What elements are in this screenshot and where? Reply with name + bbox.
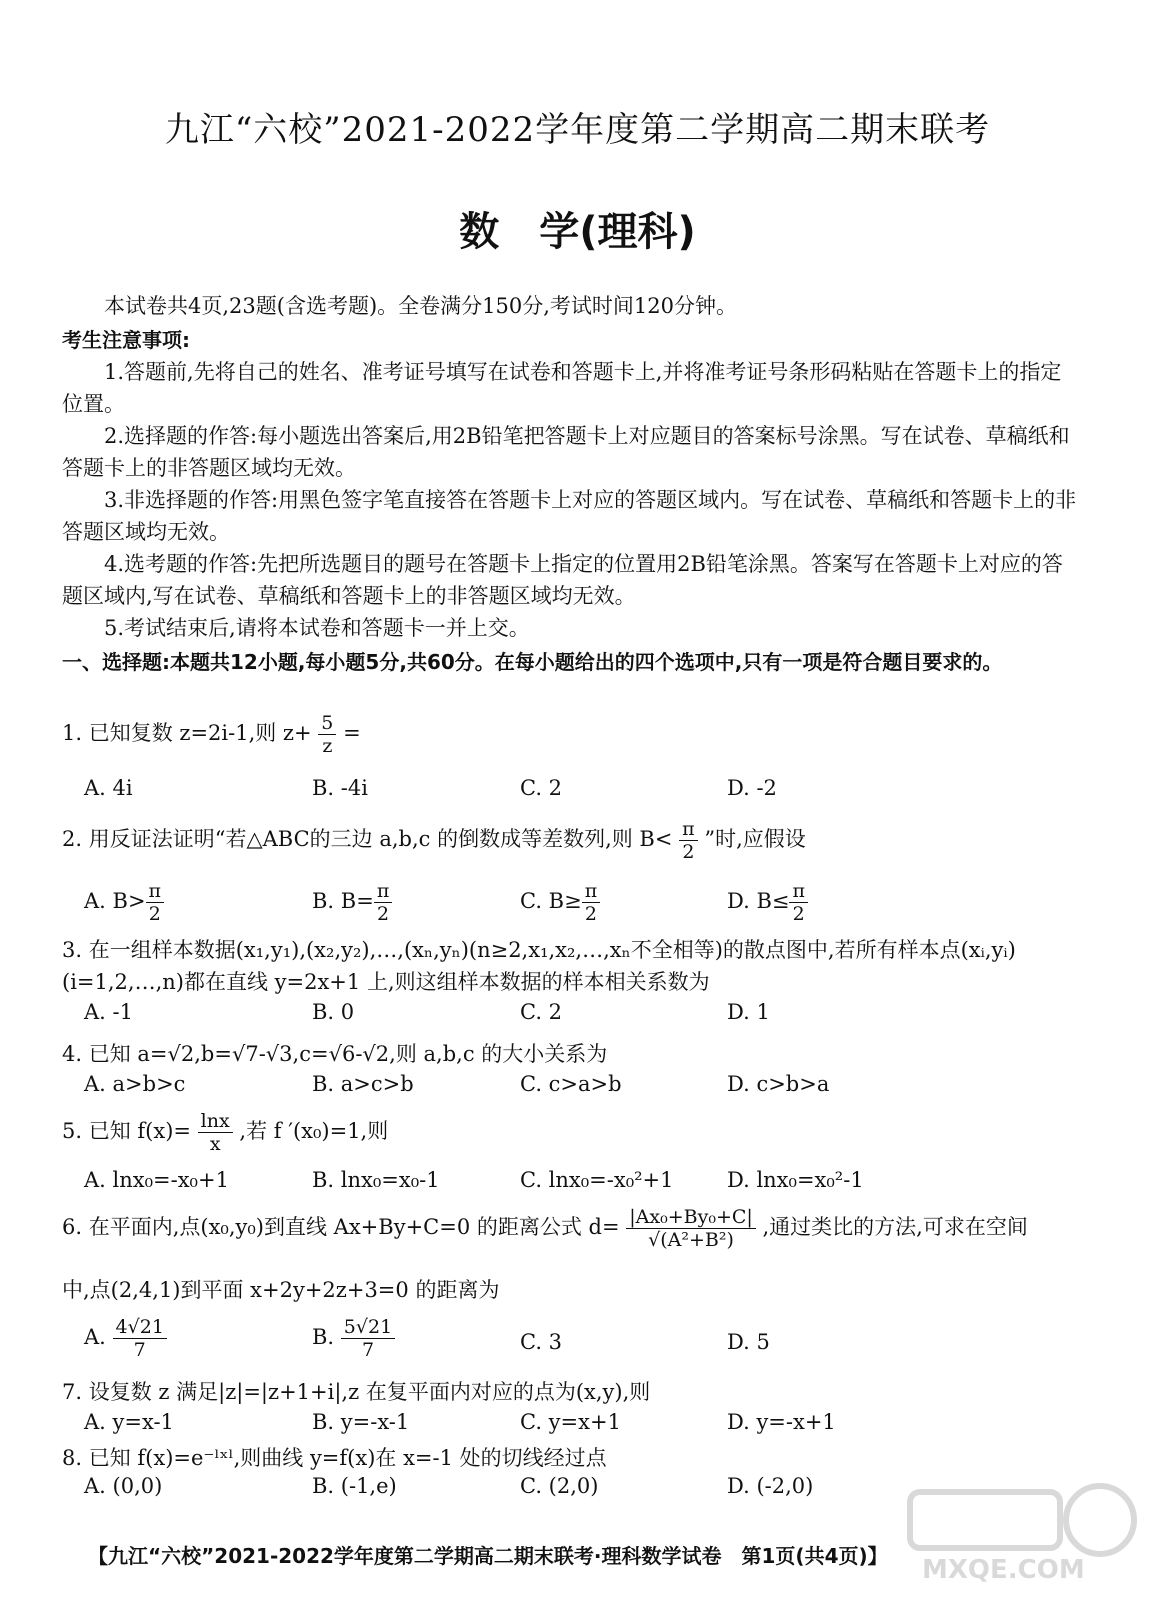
question-8: 8. 已知 f(x)=e⁻ˡˣˡ,则曲线 y=f(x)在 x=-1 处的切线经过点: [62, 1446, 607, 1470]
option-label: A.: [84, 1325, 113, 1349]
option-a: A. y=x-1: [84, 1410, 174, 1434]
fraction-numerator: 4√21: [113, 1316, 167, 1339]
question-6: [62, 1206, 1028, 1251]
option-b: [312, 880, 392, 925]
fraction-numerator: lnx: [198, 1110, 233, 1133]
option-a: A. lnx₀=-x₀+1: [84, 1168, 229, 1192]
fraction-denominator: 2: [377, 903, 390, 925]
option-b: B. -4i: [312, 776, 368, 800]
option-c: C. 2: [520, 1000, 563, 1024]
option-c: C. 3: [520, 1330, 563, 1354]
question-text: 6. 在平面内,点(x₀,y₀)到直线 Ax+By+C=0 的距离公式 d=: [62, 1215, 620, 1239]
option-label: B. B=: [312, 889, 374, 913]
fraction-numerator: π: [146, 880, 165, 903]
fraction: [582, 880, 601, 925]
question-text: =: [343, 721, 361, 745]
fraction-numerator: 5: [318, 712, 336, 735]
question-text: 5. 已知 f(x)=: [62, 1119, 191, 1143]
option-a: A. a>b>c: [84, 1072, 186, 1096]
option-c: C. 2: [520, 776, 563, 800]
fraction-denominator: 2: [148, 903, 161, 925]
fraction-numerator: π: [374, 880, 393, 903]
note-item: 4.选考题的作答:先把所选题目的题号在答题卡上指定的位置用2B铅笔涂黑。答案写在答题卡上对应的答题区域内,写在试卷、草稿纸和答题卡上的非答题区域均无效。: [62, 552, 1063, 608]
question-text: ,通过类比的方法,可求在空间: [762, 1215, 1028, 1239]
question-1: [62, 712, 361, 757]
option-d: D. 1: [727, 1000, 770, 1024]
notes-heading: 考生注意事项:: [62, 328, 190, 352]
fraction-numerator: π: [582, 880, 601, 903]
fraction-denominator: 7: [133, 1339, 146, 1361]
option-d: D. lnx₀=x₀²-1: [727, 1168, 864, 1192]
fraction: [789, 880, 808, 925]
option-b: B. 0: [312, 1000, 355, 1024]
fraction: [318, 712, 336, 757]
question-text: ”时,应假设: [704, 827, 806, 851]
note-item: 5.考试结束后,请将本试卷和答题卡一并上交。: [104, 616, 530, 640]
fraction: [341, 1316, 395, 1361]
note-item: 1.答题前,先将自己的姓名、准考证号填写在试卷和答题卡上,并将准考证号条形码粘贴在答题卡上的指定位置。: [62, 360, 1062, 416]
fraction: [198, 1110, 233, 1155]
fraction: [113, 1316, 167, 1361]
question-7: 7. 设复数 z 满足|z|=|z+1+i|,z 在复平面内对应的点为(x,y),则: [62, 1380, 651, 1404]
fraction-denominator: 2: [584, 903, 597, 925]
exam-intro: 本试卷共4页,23题(含选考题)。全卷满分150分,考试时间120分钟。: [104, 294, 737, 318]
option-label: B.: [312, 1325, 341, 1349]
fraction-numerator: π: [679, 818, 698, 841]
option-d: D. -2: [727, 776, 777, 800]
option-c: C. (2,0): [520, 1474, 599, 1498]
fraction-numerator: 5√21: [341, 1316, 395, 1339]
fraction: [626, 1206, 756, 1251]
option-b: B. lnx₀=x₀-1: [312, 1168, 440, 1192]
option-d: D. (-2,0): [727, 1474, 814, 1498]
option-label: D. B≤: [727, 889, 790, 913]
fraction-denominator: 2: [682, 841, 695, 863]
option-c: [520, 880, 600, 925]
option-c: C. y=x+1: [520, 1410, 621, 1434]
fraction: [146, 880, 165, 925]
fraction: [679, 818, 698, 863]
fraction-numerator: |Ax₀+By₀+C|: [626, 1206, 756, 1229]
option-b: B. a>c>b: [312, 1072, 414, 1096]
option-label: A. B>: [84, 889, 146, 913]
note-item: 3.非选择题的作答:用黑色签字笔直接答在答题卡上对应的答题区域内。写在试卷、草稿纸和答题卡上的非答题区域均无效。: [62, 488, 1077, 544]
option-b: [312, 1316, 395, 1361]
watermark-logo: [900, 1480, 1140, 1590]
option-d: D. c>b>a: [727, 1072, 830, 1096]
svg-text:MXQE.COM: MXQE.COM: [922, 1555, 1085, 1585]
option-d: D. y=-x+1: [727, 1410, 836, 1434]
question-3: 3. 在一组样本数据(x₁,y₁),(x₂,y₂),…,(xₙ,yₙ)(n≥2,x₁,x₂,…,xₙ不全相等)的散点图中,若所有样本点(xᵢ,yᵢ)(i=1,2,…,n)都在直线 y=2x+1 上,则这组样本数据的样本相关系数为: [62, 938, 1016, 994]
option-a: [84, 880, 164, 925]
option-c: C. lnx₀=-x₀²+1: [520, 1168, 674, 1192]
question-text: ,若 f ′(x₀)=1,则: [239, 1119, 389, 1143]
fraction: [374, 880, 393, 925]
question-text: 1. 已知复数 z=2i-1,则 z+: [62, 721, 312, 745]
question-text: 2. 用反证法证明“若△ABC的三边 a,b,c 的倒数成等差数列,则 B<: [62, 827, 673, 851]
section-heading: 一、选择题:本题共12小题,每小题5分,共60分。在每小题给出的四个选项中,只有一项是符合题目要求的。: [62, 650, 1003, 674]
option-a: A. -1: [84, 1000, 133, 1024]
option-b: B. y=-x-1: [312, 1410, 410, 1434]
fraction-denominator: 2: [792, 903, 805, 925]
page-footer: 【九江“六校”2021-2022学年度第二学期高二期末联考·理科数学试卷 第1页(共4页)】: [88, 1544, 888, 1568]
option-c: C. c>a>b: [520, 1072, 622, 1096]
question-4: 4. 已知 a=√2,b=√7-√3,c=√6-√2,则 a,b,c 的大小关系为: [62, 1042, 608, 1066]
option-d: [727, 880, 808, 925]
option-a: A. (0,0): [84, 1474, 163, 1498]
option-b: B. (-1,e): [312, 1474, 397, 1498]
fraction-denominator: 7: [361, 1339, 375, 1361]
option-label: C. B≥: [520, 889, 582, 913]
question-2: [62, 818, 806, 863]
question-5: [62, 1110, 388, 1155]
subject-title: 数 学(理科): [459, 209, 696, 255]
option-a: [84, 1316, 167, 1361]
fraction-denominator: √(A²+B²): [648, 1229, 734, 1251]
fraction-denominator: z: [322, 735, 333, 757]
note-item: 2.选择题的作答:每小题选出答案后,用2B铅笔把答题卡上对应题目的答案标号涂黑。写在试卷、草稿纸和答题卡上的非答题区域均无效。: [62, 424, 1070, 480]
question-6-cont: 中,点(2,4,1)到平面 x+2y+2z+3=0 的距离为: [62, 1278, 500, 1302]
option-a: A. 4i: [84, 776, 133, 800]
fraction-numerator: π: [789, 880, 808, 903]
exam-title: 九江“六校”2021-2022学年度第二学期高二期末联考: [164, 110, 991, 150]
option-d: D. 5: [727, 1330, 770, 1354]
fraction-denominator: x: [209, 1133, 221, 1155]
